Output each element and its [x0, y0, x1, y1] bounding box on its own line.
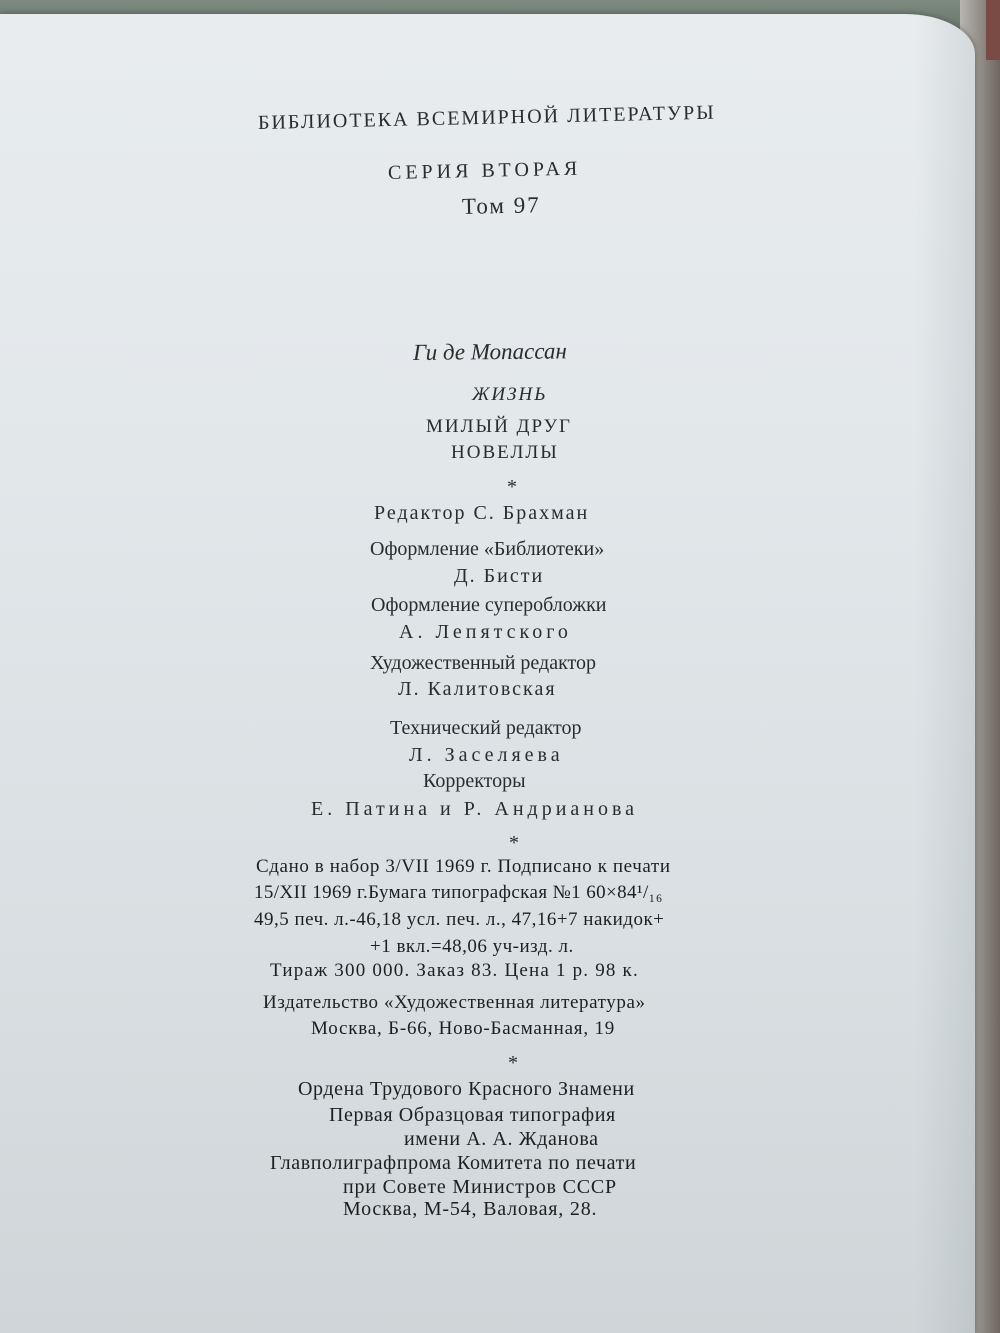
proofreaders-names: Е. Патина и Р. Андрианова [311, 798, 639, 820]
printer-address: Москва, М-54, Валовая, 28. [343, 1198, 598, 1220]
author-name: Ги де Мопассан [412, 338, 567, 365]
series-subtitle: СЕРИЯ ВТОРАЯ [387, 157, 582, 184]
printer-line: Ордена Трудового Красного Знамени [298, 1078, 635, 1100]
art-editor-name: Л. Калитовская [398, 678, 557, 700]
volume-number: Том 97 [461, 192, 541, 219]
printer-line: при Совете Министров СССР [343, 1176, 617, 1198]
printing-details-line: Сдано в набор 3/VII 1969 г. Подписано к печати [256, 856, 671, 877]
work-title: ЖИЗНЬ [472, 384, 548, 405]
proofreaders-label: Корректоры [423, 770, 526, 792]
cover-design-name: А. Лепятского [399, 621, 572, 643]
work-title: НОВЕЛЛЫ [451, 442, 559, 463]
editor-credit: Редактор С. Брахман [374, 502, 590, 524]
printer-line: Первая Образцовая типография [329, 1104, 616, 1126]
design-name: Д. Бисти [454, 565, 545, 587]
publisher-address: Москва, Б-66, Ново-Басманная, 19 [311, 1018, 616, 1039]
book-cover-edge [986, 0, 1000, 60]
library-series-title: БИБЛИОТЕКА ВСЕМИРНОЙ ЛИТЕРАТУРЫ [257, 101, 716, 134]
circulation-line: Тираж 300 000. Заказ 83. Цена 1 р. 98 к. [270, 960, 639, 981]
printing-details-line: 49,5 печ. л.-46,18 усл. печ. л., 47,16+7 накидок+ [254, 909, 665, 930]
printer-line: Главполиграфпрома Комитета по печати [270, 1152, 637, 1174]
printing-details-line: +1 вкл.=48,06 уч-изд. л. [370, 936, 574, 957]
printer-line: имени А. А. Жданова [404, 1128, 599, 1150]
work-title: МИЛЫЙ ДРУГ [426, 416, 573, 437]
book-page [0, 14, 975, 1333]
design-label: Оформление «Библиотеки» [370, 538, 605, 560]
tech-editor-name: Л. Заселяева [409, 744, 564, 766]
art-editor-label: Художественный редактор [370, 652, 596, 674]
publisher-name: Издательство «Художественная литература» [263, 992, 646, 1013]
tech-editor-label: Технический редактор [390, 717, 582, 739]
section-separator: * [508, 1052, 518, 1074]
cover-design-label: Оформление суперобложки [371, 594, 607, 616]
section-separator: * [507, 476, 517, 498]
section-separator: * [509, 832, 519, 854]
printing-details-line: 15/XII 1969 г.Бумага типографская №1 60×84¹/₁₆ [254, 882, 663, 903]
